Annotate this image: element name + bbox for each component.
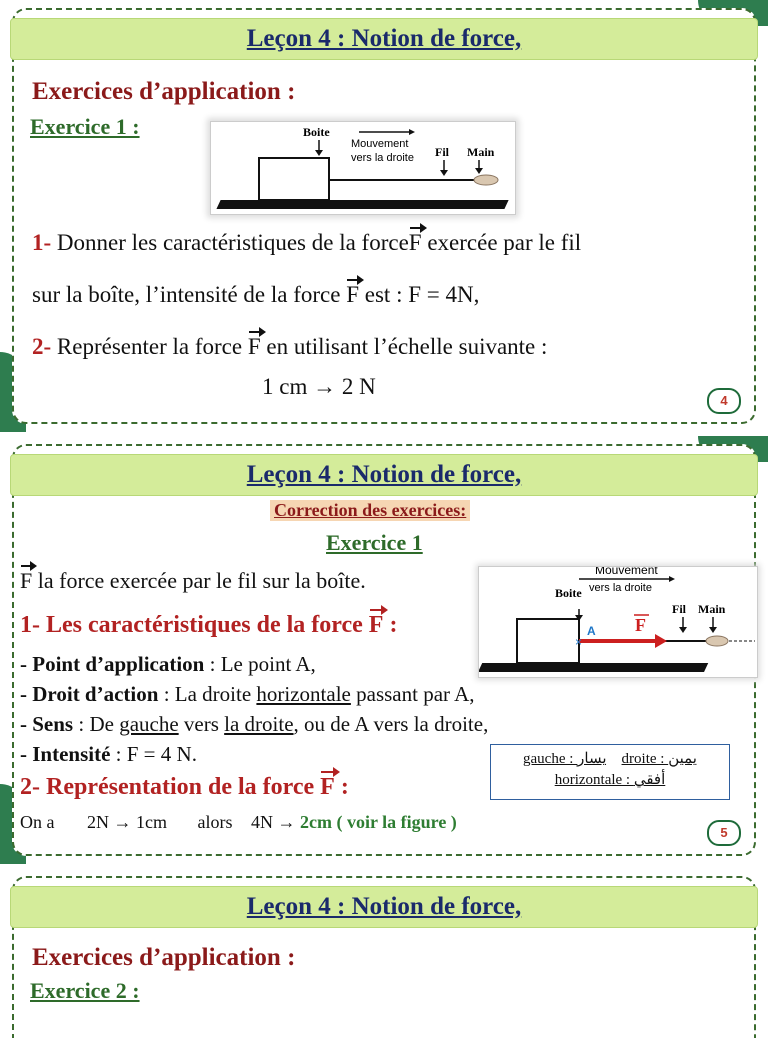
label-fil: Fil <box>672 602 686 616</box>
glossary-horizontale: horizontale : أفقي <box>554 772 666 788</box>
force-vector-symbol: F <box>247 334 261 359</box>
label-boite: Boite <box>555 586 582 600</box>
label-point-a: A <box>587 624 596 638</box>
section-heading: Exercices d’application : <box>32 944 296 971</box>
item-droit-action: - Droit d’action : La droite horizontale passant par A, <box>20 682 475 706</box>
slide-1 <box>0 0 768 432</box>
slide-2 <box>0 436 768 864</box>
intro-line: F la force exercée par le fil sur la boîte. <box>20 568 366 593</box>
label-vers-droite: vers la droite <box>589 582 652 594</box>
section-1-heading: 1- Les caractéristiques de la force F : <box>20 612 398 638</box>
glossary-gauche: gauche : يسار <box>523 751 607 767</box>
svg-text:×: × <box>575 635 583 649</box>
label-force: F <box>635 615 646 635</box>
slide-title: Leçon 4 : Notion de force, <box>10 18 758 60</box>
label-mouvement: Mouvement <box>595 567 658 577</box>
page-number: 5 <box>707 820 741 846</box>
correction-diagram <box>478 566 758 678</box>
question-2-number: 2- <box>32 334 52 359</box>
label-boite: Boite <box>303 125 330 139</box>
force-vector-symbol: F <box>346 282 360 307</box>
box-thread-figure <box>211 122 515 214</box>
question-2-line: 2- Représenter la force F en utilisant l’échelle suivante : <box>32 334 548 359</box>
item-sens: - Sens : De gauche vers la droite, ou de A vers la droite, <box>20 712 489 736</box>
representation-line: On a 2N → 1cm alors 4N → 2cm ( voir la figure ) <box>20 812 457 832</box>
question-1-number: 1- <box>32 230 52 255</box>
question-1-line-1: 1- Donner les caractéristiques de la forceF exercée par le fil <box>32 230 582 255</box>
label-mouvement: Mouvement <box>351 138 409 150</box>
label-main: Main <box>698 602 726 616</box>
scale-text: 1 cm → 2 N <box>262 374 376 399</box>
exercise-label: Exercice 2 : <box>30 978 140 1003</box>
exercise-label: Exercice 1 : <box>30 114 140 139</box>
exercise-label: Exercice 1 <box>326 530 423 555</box>
correction-label: Correction des exercices: <box>270 500 470 521</box>
question-1-line-2: sur la boîte, l’intensité de la force F est : F = 4N, <box>32 282 480 307</box>
slide-title: Leçon 4 : Notion de force, <box>10 886 758 928</box>
item-point-application: - Point d’application : Le point A, <box>20 652 316 676</box>
item-intensite: - Intensité : F = 4 N. <box>20 742 197 766</box>
section-heading: Exercices d’application : <box>32 78 296 105</box>
label-fil: Fil <box>435 145 449 159</box>
force-vector-symbol: F <box>408 230 422 255</box>
slide-3 <box>0 868 768 1038</box>
label-vers-droite: vers la droite <box>351 152 414 164</box>
page-number: 4 <box>707 388 741 414</box>
glossary-box <box>490 744 730 800</box>
force-figure <box>479 567 757 677</box>
glossary-droite: droite : يمين <box>621 751 697 767</box>
section-2-heading: 2- Représentation de la force F : <box>20 774 349 800</box>
slide-title: Leçon 4 : Notion de force, <box>10 454 758 496</box>
label-main: Main <box>467 145 495 159</box>
exercise-diagram <box>210 121 516 215</box>
